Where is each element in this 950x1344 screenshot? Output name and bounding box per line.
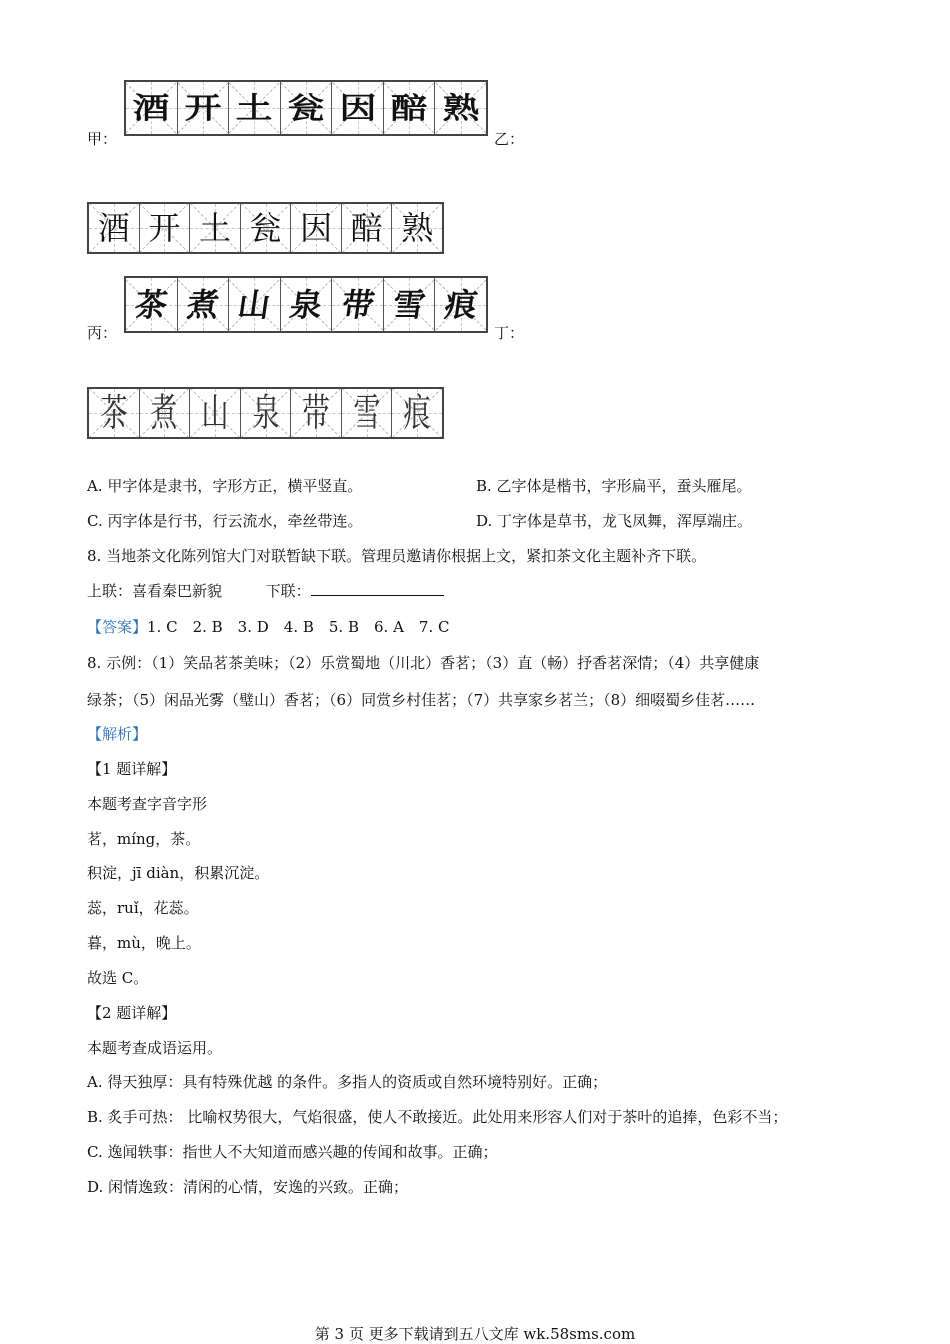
option-b: B. 乙字体是楷书，字形扁平，蚕头雁尾。 <box>476 477 752 495</box>
calligraphy-cell <box>332 82 384 134</box>
calligraphy-strip-bing <box>124 276 488 333</box>
calligraphy-glyph: 开 <box>148 209 181 247</box>
calligraphy-glyph: 熟 <box>442 90 480 126</box>
calligraphy-cell <box>140 204 191 252</box>
calligraphy-glyph: 酒 <box>97 209 130 247</box>
calligraphy-cell <box>281 82 333 134</box>
calligraphy-glyph: 雪 <box>390 285 428 324</box>
calligraphy-cell <box>342 204 393 252</box>
calligraphy-glyph: 土 <box>198 209 231 247</box>
answer-tag: 【答案】 <box>87 618 148 636</box>
calligraphy-strip-jia <box>124 80 488 136</box>
calligraphy-glyph: 山 <box>235 285 274 324</box>
q1-detail-title: 【1 题详解】 <box>87 760 177 778</box>
calligraphy-glyph: 熟 <box>401 209 434 247</box>
calligraphy-cell <box>435 82 486 134</box>
calligraphy-cell <box>291 204 342 252</box>
calligraphy-cell <box>241 204 292 252</box>
page-footer: 第 3 页 更多下载请到五八文库 wk.58sms.com <box>314 1325 636 1343</box>
calligraphy-strip-ding <box>87 387 444 439</box>
q2-line: C. 逸闻轶事：指世人不大知道而感兴趣的传闻和故事。正确； <box>87 1143 498 1161</box>
calligraphy-glyph: 醅 <box>350 209 383 247</box>
calligraphy-glyph: 带 <box>302 390 330 436</box>
q2-line: B. 炙手可热： 比喻权势很大，气焰很盛，使人不敢接近。此处用来形容人们对于茶叶的追捧，色彩不当； <box>87 1108 788 1126</box>
analysis-tag: 【解析】 <box>87 725 148 743</box>
calligraphy-glyph: 醅 <box>390 90 428 126</box>
calligraphy-cell <box>291 389 342 437</box>
calligraphy-glyph: 痕 <box>403 390 431 436</box>
calligraphy-cell <box>190 389 241 437</box>
option-d: D. 丁字体是草书，龙飞凤舞，浑厚端庄。 <box>476 512 753 530</box>
calligraphy-glyph: 泉 <box>287 285 325 324</box>
calligraphy-glyph: 雪 <box>353 390 381 436</box>
calligraphy-cell <box>241 389 292 437</box>
calligraphy-cell <box>229 278 281 331</box>
calligraphy-cell <box>281 278 333 331</box>
q1-line: 暮，mù，晚上。 <box>87 934 201 952</box>
calligraphy-cell <box>384 278 436 331</box>
calligraphy-glyph: 茶 <box>132 285 170 324</box>
calligraphy-glyph: 瓮 <box>287 90 325 126</box>
calligraphy-cell <box>126 82 178 134</box>
calligraphy-cell <box>392 204 442 252</box>
q1-line: 故选 C。 <box>87 969 149 987</box>
calligraphy-cell <box>384 82 436 134</box>
q1-line: 茗，míng，茶。 <box>87 830 201 848</box>
calligraphy-glyph: 泉 <box>251 390 280 436</box>
q8-lower-couplet-label: 下联： <box>265 582 311 600</box>
calligraphy-glyph: 因 <box>339 90 377 126</box>
calligraphy-glyph: 瓮 <box>249 209 282 247</box>
calligraphy-glyph: 山 <box>201 390 229 436</box>
calligraphy-cell <box>332 278 384 331</box>
calligraphy-glyph: 痕 <box>442 285 480 324</box>
q2-line: D. 闲情逸致：清闲的心情，安逸的兴致。正确； <box>87 1178 409 1196</box>
answer-line <box>87 616 449 637</box>
calligraphy-cell <box>178 278 230 331</box>
q1-line: 蕊，ruǐ，花蕊。 <box>87 899 199 917</box>
q8-upper-couplet: 上联：喜看秦巴新貌 <box>87 582 223 600</box>
answer-8-line1: 8. 示例：（1）笑品茗茶美味；（2）乐赏蜀地（川北）香茗；（3）直（畅）抒香茗深情；（4）共享健康 <box>87 654 760 672</box>
calligraphy-strip-yi <box>87 202 444 254</box>
label-yi: 乙： <box>494 130 525 148</box>
calligraphy-cell <box>89 389 140 437</box>
calligraphy-cell <box>392 389 442 437</box>
q2-detail-title: 【2 题详解】 <box>87 1004 177 1022</box>
answer-8-line2: 绿茶；（5）闲品光雾（璧山）香茗；（6）同赏乡村佳茗；（7）共享家乡茗兰；（8）细啜蜀乡佳茗…… <box>87 691 756 709</box>
q2-line: A. 得天独厚：具有特殊优越 的条件。多指人的资质或自然环境特别好。正确； <box>87 1073 608 1091</box>
calligraphy-cell <box>126 278 178 331</box>
calligraphy-glyph: 带 <box>338 285 377 324</box>
q1-line: 本题考查字音字形 <box>87 795 208 813</box>
calligraphy-cell <box>89 204 140 252</box>
calligraphy-glyph: 茶 <box>100 390 128 436</box>
label-jia: 甲： <box>87 130 118 148</box>
calligraphy-glyph: 煮 <box>150 390 178 436</box>
calligraphy-cell <box>190 204 241 252</box>
label-ding: 丁： <box>494 324 525 342</box>
calligraphy-cell <box>342 389 393 437</box>
label-bing: 丙： <box>87 324 118 342</box>
calligraphy-glyph: 土 <box>236 90 273 126</box>
calligraphy-cell <box>140 389 191 437</box>
q8-couplet <box>87 580 444 601</box>
calligraphy-glyph: 因 <box>300 209 333 247</box>
option-a: A. 甲字体是隶书，字形方正，横平竖直。 <box>87 477 363 495</box>
answer-text: 1. C 2. B 3. D 4. B 5. B 6. A 7. C <box>147 618 450 636</box>
calligraphy-glyph: 煮 <box>184 285 222 324</box>
q2-line: 本题考查成语运用。 <box>87 1039 223 1057</box>
option-c: C. 丙字体是行书，行云流水，牵丝带连。 <box>87 512 363 530</box>
calligraphy-cell <box>229 82 281 134</box>
calligraphy-cell <box>178 82 230 134</box>
calligraphy-glyph: 开 <box>184 90 222 126</box>
q8-question: 8. 当地茶文化陈列馆大门对联暂缺下联。管理员邀请你根据上文，紧扣茶文化主题补齐下联。 <box>87 547 707 565</box>
calligraphy-cell <box>435 278 486 331</box>
q1-line: 积淀，jī diàn，积累沉淀。 <box>87 864 270 882</box>
answer-blank <box>311 581 444 596</box>
calligraphy-glyph: 酒 <box>132 90 170 126</box>
